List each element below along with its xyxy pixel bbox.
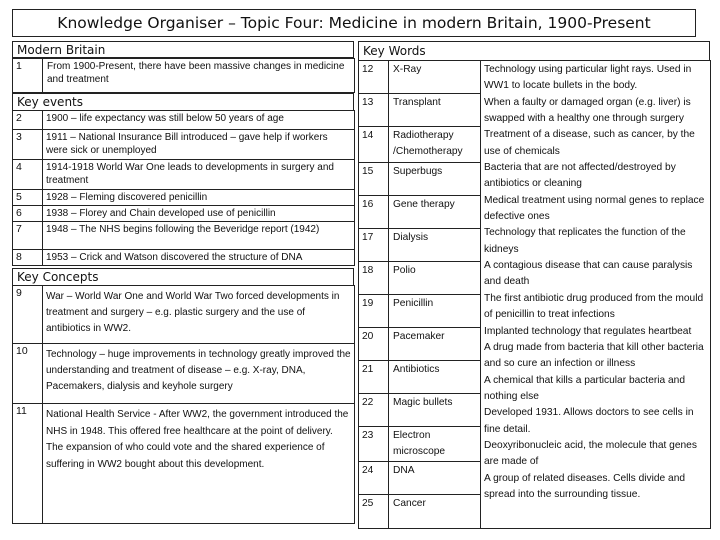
definition: The first antibiotic drug produced from the mould of penicillin to treat infections [484, 292, 704, 321]
definition: Treatment of a disease, such as cancer, by the use of chemicals [484, 129, 695, 157]
term-name: Polio [389, 261, 481, 294]
term-number: 18 [359, 261, 389, 294]
term-number: 21 [359, 360, 389, 393]
table-row [13, 59, 355, 93]
term-number: 16 [359, 195, 389, 228]
term-name: Penicillin [389, 294, 481, 327]
term-name: Electron microscope [389, 426, 481, 462]
row-number: 6 [13, 206, 43, 222]
definitions-column [481, 61, 711, 529]
term-name: Superbugs [389, 162, 481, 195]
term-number: 19 [359, 294, 389, 327]
term-number: 23 [359, 426, 389, 462]
key-words-heading: Key Words [358, 41, 710, 60]
term-number: 17 [359, 228, 389, 261]
row-number: 10 [13, 344, 43, 404]
modern-britain-table [12, 58, 355, 93]
table-row [13, 130, 355, 160]
definition: Bacteria that are not affected/destroyed by antibiotics or cleaning [484, 162, 676, 190]
term-number: 22 [359, 393, 389, 426]
row-text: 1948 – The NHS begins following the Beveridge report (1942) [43, 222, 355, 250]
definition: Implanted technology that regulates heartbeat [484, 325, 692, 337]
term-name: Gene therapy [389, 195, 481, 228]
row-text: 1911 – National Insurance Bill introduced – gave help if workers were sick or unemployed [43, 130, 355, 160]
row-number: 8 [13, 250, 43, 266]
table-row [13, 344, 355, 404]
key-events-table [12, 110, 355, 266]
definition: A drug made from bacteria that kill other bacteria and so cure an infection or illness [484, 341, 704, 370]
row-text: 1914-1918 World War One leads to developments in surgery and treatment [43, 160, 355, 190]
table-row [13, 206, 355, 222]
definition: When a faulty or damaged organ (e.g. liver) is swapped with a healthy one through surgery [484, 96, 691, 125]
definition: Medical treatment using normal genes to replace defective ones [484, 194, 705, 223]
key-events-heading: Key events [12, 93, 354, 110]
row-text: War – World War One and World War Two forced developments in treatment and surgery – e.g. plastic surgery and the use of antibiotics in WW2. [43, 286, 355, 344]
page-title: Knowledge Organiser – Topic Four: Medicine in modern Britain, 1900-Present [12, 9, 696, 37]
row-number: 4 [13, 160, 43, 190]
definitions-list [481, 61, 710, 504]
row-text: 1953 – Crick and Watson discovered the structure of DNA [43, 250, 355, 266]
row-text: 1928 – Fleming discovered penicillin [43, 190, 355, 206]
row-number: 2 [13, 111, 43, 130]
row-number: 1 [13, 59, 43, 93]
term-number: 14 [359, 127, 389, 163]
definition: A group of related diseases. Cells divide and spread into the surrounding tissue. [484, 472, 686, 500]
term-name: DNA [389, 462, 481, 495]
term-name: Magic bullets [389, 393, 481, 426]
term-name: Cancer [389, 495, 481, 529]
table-row [13, 286, 355, 344]
row-number: 9 [13, 286, 43, 344]
definition: Technology using particular light rays. Used in WW1 to locate bullets in the body. [484, 64, 692, 92]
row-text: Technology – huge improvements in technology greatly improved the understanding and treatment of disease – e.g. X-ray, DNA, Pacemakers, dialysis and keyhole surgery [43, 344, 355, 404]
term-name: X-Ray [389, 61, 481, 94]
row-number: 11 [13, 404, 43, 524]
row-number: 3 [13, 130, 43, 160]
table-row [13, 250, 355, 266]
row-text: 1938 – Florey and Chain developed use of penicillin [43, 206, 355, 222]
table-row [13, 190, 355, 206]
definition: Technology that replicates the function of the kidneys [484, 227, 686, 255]
term-name: Antibiotics [389, 360, 481, 393]
table-row [359, 61, 711, 94]
table-row [13, 222, 355, 250]
term-name: Pacemaker [389, 327, 481, 360]
row-text: 1900 – life expectancy was still below 50 years of age [43, 111, 355, 130]
modern-britain-heading: Modern Britain [12, 41, 354, 58]
table-row [13, 404, 355, 524]
term-name: Transplant [389, 94, 481, 127]
row-number: 7 [13, 222, 43, 250]
definition: Deoxyribonucleic acid, the molecule that genes are made of [484, 439, 697, 468]
term-number: 25 [359, 495, 389, 529]
definition: A chemical that kills a particular bacteria and nothing else [484, 374, 686, 402]
row-text: National Health Service - After WW2, the government introduced the NHS in 1948. This offered free healthcare at the point of delivery. The expansion of who could vote and the shared experience of suffering in WW2 bought about this development. [43, 404, 355, 524]
key-words-table [358, 60, 711, 529]
row-number: 5 [13, 190, 43, 206]
table-row [13, 160, 355, 190]
term-number: 15 [359, 162, 389, 195]
row-text: From 1900-Present, there have been massive changes in medicine and treatment [43, 59, 355, 93]
term-name: Dialysis [389, 228, 481, 261]
term-name: Radiotherapy /Chemotherapy [389, 127, 481, 163]
table-row [13, 111, 355, 130]
term-number: 13 [359, 94, 389, 127]
key-concepts-table [12, 285, 355, 524]
term-number: 12 [359, 61, 389, 94]
definition: Developed 1931. Allows doctors to see cells in fine detail. [484, 407, 694, 435]
term-number: 20 [359, 327, 389, 360]
definition: A contagious disease that can cause paralysis and death [484, 260, 693, 288]
key-concepts-heading: Key Concepts [12, 268, 354, 285]
term-number: 24 [359, 462, 389, 495]
